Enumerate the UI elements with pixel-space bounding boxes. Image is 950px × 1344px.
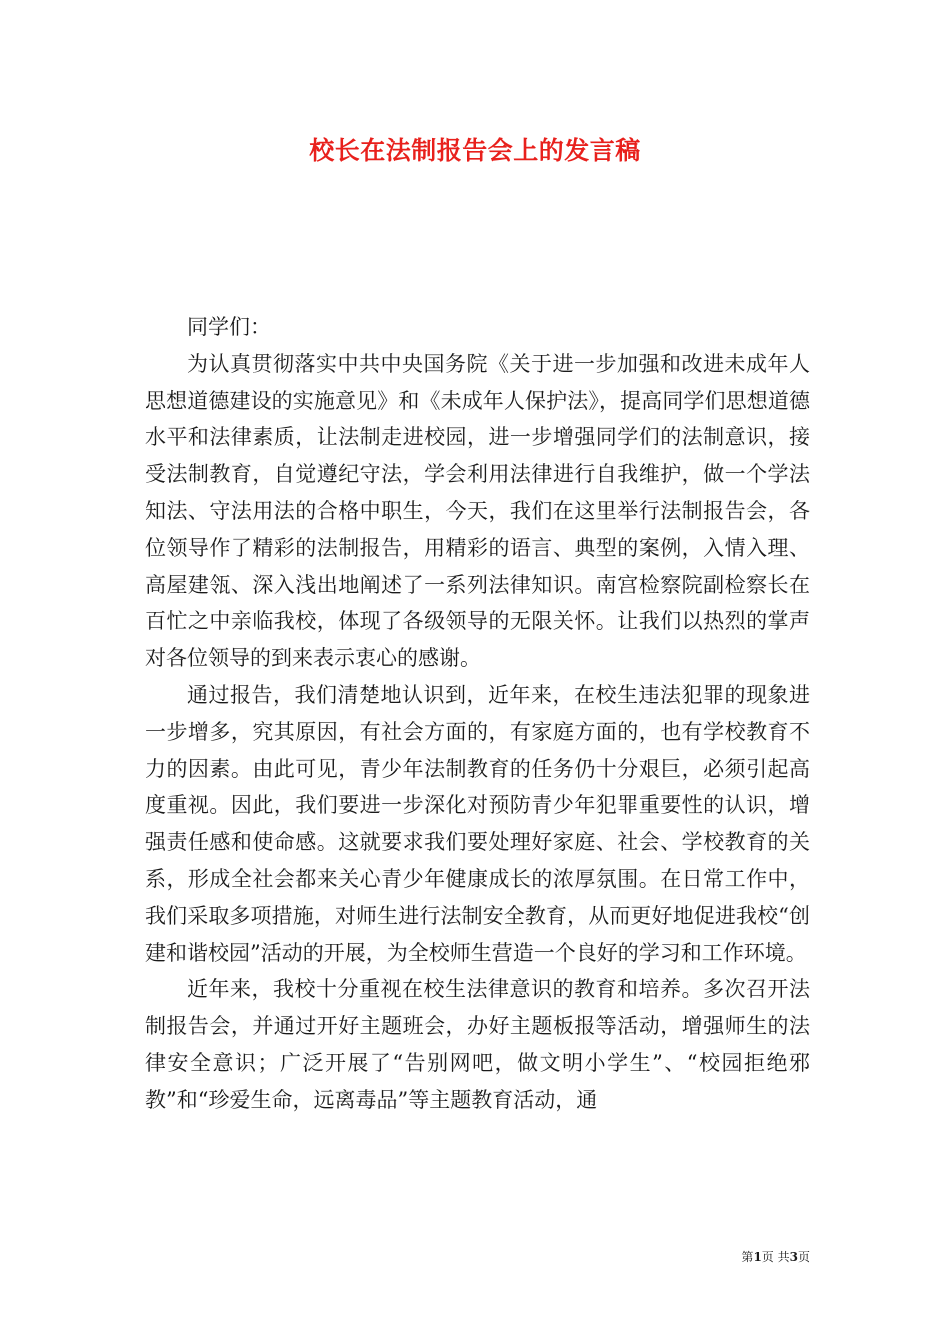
page-number-prefix: 第	[741, 1250, 754, 1264]
page-number-total: 3	[789, 1250, 798, 1264]
page-number-suffix: 页	[797, 1250, 810, 1264]
page-title: 校长在法制报告会上的发言稿	[309, 136, 641, 165]
paragraph-2: 通过报告，我们清楚地认识到，近年来，在校生违法犯罪的现象进一步增多，究其原因，有社会方面的，有家庭方面的，也有学校教育不力的因素。由此可见，青少年法制教育的任务仍十分艰巨，必须引起高度重视。因此，我们要进一步深化对预防青少年犯罪重要性的认识，增强责任感和使命感。这就要求我们要处理好家庭、社会、学校教育的关系，形成全社会都来关心青少年健康成长的浓厚氛围。在日常工作中，我们采取多项措施，对师生进行法制安全教育，从而更好地促进我校“创建和谐校园”活动的开展，为全校师生营造一个良好的学习和工作环境。	[145, 682, 810, 965]
page-number-current: 1	[753, 1250, 762, 1264]
salutation: 同学们：	[187, 315, 271, 339]
page-number	[700, 1249, 810, 1265]
page-number-middle: 页 共	[761, 1250, 790, 1264]
paragraph-1: 为认真贯彻落实中共中央国务院《关于进一步加强和改进未成年人思想道德建设的实施意见》和《未成年人保护法》，提高同学们思想道德水平和法律素质，让法制走进校园，进一步增强同学们的法制意识，接受法制教育，自觉遵纪守法，学会利用法律进行自我维护，做一个学法知法、守法用法的合格中职生，今天，我们在这里举行法制报告会，各位领导作了精彩的法制报告，用精彩的语言、典型的案例，入情入理、高屋建瓴、深入浅出地阐述了一系列法律知识。南宫检察院副检察长在百忙之中亲临我校，体现了各级领导的无限关怀。让我们以热烈的掌声对各位领导的到来表示衷心的感谢。	[145, 351, 810, 671]
paragraph-3: 近年来，我校十分重视在校生法律意识的教育和培养。多次召开法制报告会，并通过开好主题班会，办好主题板报等活动，增强师生的法律安全意识；广泛开展了“告别网吧，做文明小学生”、“校园拒绝邪教”和“珍爱生命，远离毒品”等主题教育活动，通	[145, 977, 810, 1112]
document-body	[145, 309, 810, 1119]
